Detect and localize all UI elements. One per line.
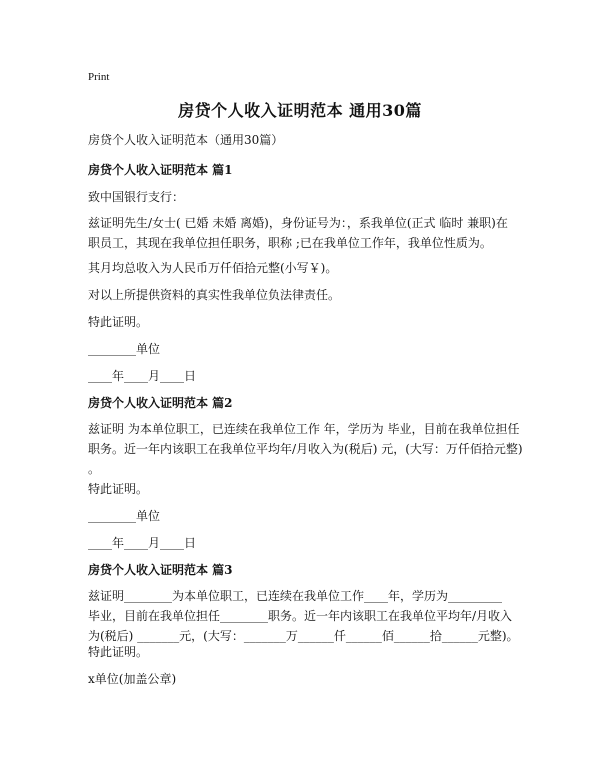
section2-body-line2: 职务。近一年内该职工在我单位平均年/月收入为(税后) 元，(大写：万仟佰拾元整) (88, 442, 523, 456)
section2-heading: 房贷个人收入证明范本 篇2 (88, 396, 233, 410)
section1-body (88, 213, 518, 253)
section2-body-line1: 兹证明 为本单位职工，已连续在我单位工作 年，学历为 毕业，目前在我单位担任 (88, 422, 520, 436)
section3-body-line2: 毕业，目前在我单位担任________职务。近一年内该职工在我单位平均年/月收入 (88, 609, 513, 623)
subtitle: 房贷个人收入证明范本（通用30篇） (88, 133, 284, 147)
section1-income: 其月均总收入为人民币万仟佰拾元整(小写￥)。 (88, 261, 338, 275)
section2-body (88, 419, 523, 479)
section2-closing: 特此证明。 (88, 482, 149, 496)
section1-closing: 特此证明。 (88, 315, 149, 329)
section1-body-line2: 职员工，其现在我单位担任职务，职称 ;已在我单位工作年，我单位性质为。 (88, 236, 492, 250)
section1-heading: 房贷个人收入证明范本 篇1 (88, 163, 233, 177)
section1-date: ____年____月____日 (88, 369, 197, 383)
section2-date: ____年____月____日 (88, 536, 197, 550)
section1-unit: ________单位 (88, 342, 161, 356)
section3-body (88, 586, 518, 646)
section1-responsibility: 对以上所提供资料的真实性我单位负法律责任。 (88, 288, 341, 302)
print-label: Print (88, 71, 110, 83)
section2-unit: ________单位 (88, 509, 161, 523)
section3-closing: 特此证明。 (88, 645, 149, 659)
section1-body-line1: 兹证明先生/女士( 已婚 未婚 离婚)，身份证号为：，系我单位(正式 临时 兼职)在 (88, 216, 508, 230)
page-title: 房贷个人收入证明范本 通用30篇 (178, 101, 422, 120)
section3-body-line3: 为(税后) _______元，(大写：_______万______仟______佰______拾______元整)。 (88, 629, 519, 643)
section3-heading: 房贷个人收入证明范本 篇3 (88, 563, 233, 577)
section2-body-line3: 。 (88, 462, 101, 476)
section1-addressee: 致中国银行支行： (88, 190, 185, 204)
section3-unit-seal: x单位(加盖公章) (88, 672, 177, 686)
section3-body-line1: 兹证明________为本单位职工，已连续在我单位工作____年，学历为_________ (88, 589, 503, 603)
